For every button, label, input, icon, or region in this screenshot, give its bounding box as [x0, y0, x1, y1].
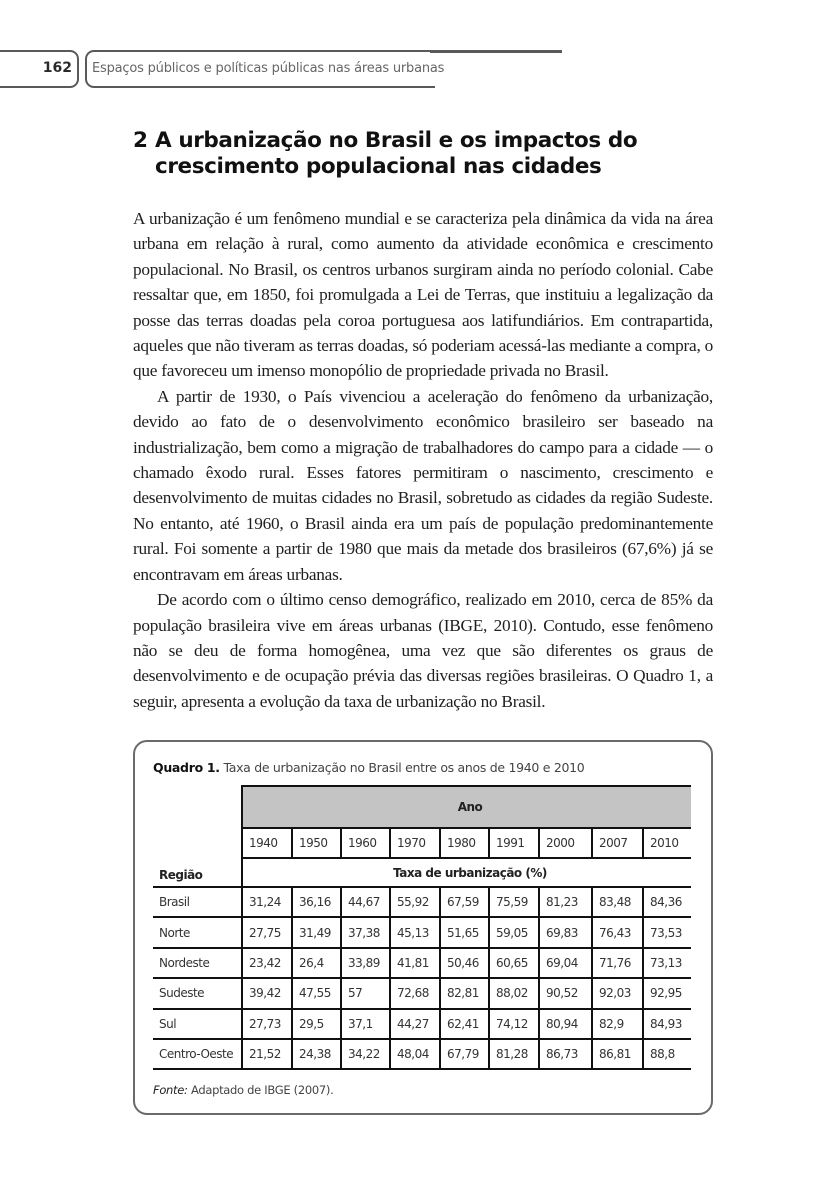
section-number: 2	[133, 128, 148, 153]
rate-cell: 39,42	[242, 978, 292, 1008]
year-header: 1960	[341, 828, 390, 858]
rate-cell: 36,16	[292, 887, 341, 917]
rate-cell: 76,43	[592, 917, 643, 947]
region-name: Brasil	[153, 887, 242, 917]
rate-cell: 75,59	[489, 887, 539, 917]
paragraph: A partir de 1930, o País vivenciou a aceleração do fenômeno da urbanização, devido ao fato de o desenvolvimento econômico brasileiro ser baseado na industrialização, bem como a migração de trabalhadores do campo para a cidade — o chamado êxodo rural. Esses fatores permitiram o nascimento, crescimento e desenvolvimento de muitas cidades no Brasil, sobretudo as cidades da região Sudeste. No entanto, até 1960, o Brasil ainda era um país de população predominantemente rural. Foi somente a partir de 1980 que mais da metade dos brasileiros (67,6%) já se encontravam em áreas urbanas.	[133, 386, 713, 584]
year-header: 1991	[489, 828, 539, 858]
rate-cell: 27,73	[242, 1009, 292, 1039]
year-group-header: Ano	[242, 786, 691, 828]
urbanization-table	[153, 785, 691, 1070]
rate-cell: 55,92	[390, 887, 440, 917]
empty-corner	[153, 828, 242, 858]
region-name: Nordeste	[153, 948, 242, 978]
rate-cell: 82,9	[592, 1009, 643, 1039]
rate-cell: 84,36	[643, 887, 691, 917]
rate-cell: 51,65	[440, 917, 489, 947]
region-column-header: Região	[159, 868, 203, 882]
table-row	[153, 887, 691, 917]
table-row	[153, 1039, 691, 1069]
rate-cell: 81,23	[539, 887, 592, 917]
year-header: 1950	[292, 828, 341, 858]
rate-cell: 60,65	[489, 948, 539, 978]
table-row	[153, 948, 691, 978]
section-title-line2: crescimento populacional nas cidades	[155, 154, 602, 179]
rate-cell: 50,46	[440, 948, 489, 978]
rate-cell: 34,22	[341, 1039, 390, 1069]
table-caption-text: Taxa de urbanização no Brasil entre os anos de 1940 e 2010	[223, 760, 585, 775]
year-header: 2010	[643, 828, 691, 858]
rate-cell: 37,1	[341, 1009, 390, 1039]
table-source	[153, 1083, 333, 1097]
rate-cell: 92,03	[592, 978, 643, 1008]
year-header: 2000	[539, 828, 592, 858]
year-header-row	[153, 828, 691, 858]
section-heading	[133, 128, 713, 180]
rate-cell: 62,41	[440, 1009, 489, 1039]
rate-cell: 71,76	[592, 948, 643, 978]
body-text	[133, 206, 713, 714]
paragraph: De acordo com o último censo demográfico, realizado em 2010, cerca de 85% da população brasileira vive em áreas urbanas (IBGE, 2010). Contudo, esse fenômeno não se deu de forma homogênea, uma vez que são diferentes os graus de desenvolvimento e de ocupação prévia das diversas regiões brasileiras. O Quadro 1, a seguir, apresenta a evolução da taxa de urbanização no Brasil.	[133, 590, 713, 711]
rate-cell: 73,13	[643, 948, 691, 978]
source-label: Fonte:	[153, 1083, 188, 1097]
rate-cell: 59,05	[489, 917, 539, 947]
rate-cell: 88,02	[489, 978, 539, 1008]
rate-header: Taxa de urbanização (%)	[242, 858, 691, 887]
rate-cell: 37,38	[341, 917, 390, 947]
section-title-line1: A urbanização no Brasil e os impactos do	[155, 128, 638, 153]
rate-cell: 47,55	[292, 978, 341, 1008]
rate-cell: 48,04	[390, 1039, 440, 1069]
rate-cell: 86,81	[592, 1039, 643, 1069]
rate-cell: 57	[341, 978, 390, 1008]
rate-cell: 26,4	[292, 948, 341, 978]
rate-cell: 44,27	[390, 1009, 440, 1039]
empty-corner	[153, 786, 242, 828]
rate-cell: 69,04	[539, 948, 592, 978]
rate-cell: 44,67	[341, 887, 390, 917]
rate-cell: 82,81	[440, 978, 489, 1008]
rate-cell: 29,5	[292, 1009, 341, 1039]
rate-cell: 45,13	[390, 917, 440, 947]
rate-cell: 88,8	[643, 1039, 691, 1069]
table-row	[153, 1009, 691, 1039]
region-name: Sul	[153, 1009, 242, 1039]
rate-cell: 86,73	[539, 1039, 592, 1069]
rate-cell: 92,95	[643, 978, 691, 1008]
year-header: 1970	[390, 828, 440, 858]
source-text: Adaptado de IBGE (2007).	[190, 1083, 334, 1097]
rate-cell: 67,79	[440, 1039, 489, 1069]
rate-cell: 73,53	[643, 917, 691, 947]
rate-cell: 69,83	[539, 917, 592, 947]
year-header: 1940	[242, 828, 292, 858]
region-name: Sudeste	[153, 978, 242, 1008]
rate-cell: 33,89	[341, 948, 390, 978]
rate-cell: 67,59	[440, 887, 489, 917]
table-caption	[153, 760, 584, 775]
rate-cell: 90,52	[539, 978, 592, 1008]
rate-cell: 74,12	[489, 1009, 539, 1039]
rate-cell: 31,24	[242, 887, 292, 917]
region-name: Norte	[153, 917, 242, 947]
rate-cell: 72,68	[390, 978, 440, 1008]
running-header-title: Espaços públicos e políticas públicas nas áreas urbanas	[92, 61, 445, 76]
year-header: 1980	[440, 828, 489, 858]
year-header: 2007	[592, 828, 643, 858]
rate-cell: 83,48	[592, 887, 643, 917]
rate-cell: 21,52	[242, 1039, 292, 1069]
rate-cell: 81,28	[489, 1039, 539, 1069]
rate-cell: 41,81	[390, 948, 440, 978]
rate-cell: 24,38	[292, 1039, 341, 1069]
page-number: 162	[42, 60, 72, 76]
paragraph: A urbanização é um fenômeno mundial e se caracteriza pela dinâmica da vida na área urbana em relação à rural, como aumento da atividade econômica e crescimento populacional. No Brasil, os centros urbanos surgiram ainda no período colonial. Cabe ressaltar que, em 1850, foi promulgada a Lei de Terras, que instituiu a legalização da posse das terras doadas pela coroa portuguesa aos latifundiários. Em contrapartida, aqueles que não tiveram as terras doadas, só poderiam acessá-las mediante a compra, o que favoreceu um imenso monopólio de propriedade privada no Brasil.	[133, 209, 713, 381]
rate-cell: 27,75	[242, 917, 292, 947]
running-header-rule	[430, 50, 562, 53]
rate-cell: 31,49	[292, 917, 341, 947]
rate-cell: 84,93	[643, 1009, 691, 1039]
rate-cell: 23,42	[242, 948, 292, 978]
table-row	[153, 917, 691, 947]
region-name: Centro-Oeste	[153, 1039, 242, 1069]
table-label: Quadro 1.	[153, 760, 220, 775]
table-row	[153, 978, 691, 1008]
rate-cell: 80,94	[539, 1009, 592, 1039]
